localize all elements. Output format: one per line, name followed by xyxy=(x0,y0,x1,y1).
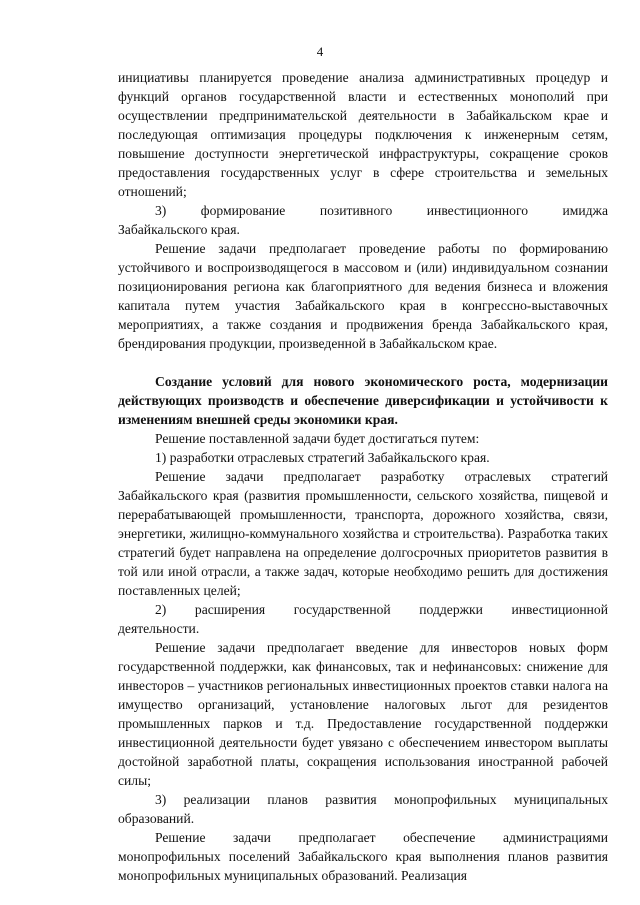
body-paragraph: Решение задачи предполагает проведение работы по формированию устойчивого и воспроизводящегося в массовом и (или) индивидуальном сознании позиционирования региона как благоприятного для ведения бизнеса и вложения капитала путем участия Забайкальского края в конгрессно-выставочных мероприятиях, а также создания и продвижения бренда Забайкальского края, брендирования продукции, произведенной в Забайкальском крае. xyxy=(118,241,608,351)
list-item-line: 3) реализации планов развития монопрофильных муниципальных xyxy=(155,792,608,807)
body-paragraph: Решение задачи предполагает разработку отраслевых стратегий Забайкальского края (развития промышленности, сельского хозяйства, пищевой и перерабатывающей промышленности, транспорта, дорожного хозяйства, связи, энергетики, жилищно-коммунального хозяйства и строительства). Разработка таких стратегий будет направлена на определение долгосрочных приоритетов развития в той или иной отрасли, а также задач, которые необходимо решить для достижения поставленных целей; xyxy=(118,469,608,598)
paragraph-gap xyxy=(118,353,608,372)
body-paragraph: Решение задачи предполагает введение для инвесторов новых форм государственной поддержки, как финансовых, так и нефинансовых: снижение для инвесторов – участников региональных инвестиционных проектов ставки налога на имущество организаций, установление налоговых льгот для резидентов промышленных парков и т.д. Предоставление государственной поддержки инвестиционной деятельности будет увязано с обеспечением инвестором выплаты достойной заработной платы, сокращения использования иностранной рабочей силы; xyxy=(118,640,608,788)
body-paragraph: инициативы планируется проведение анализа административных процедур и функций органов государственной власти и естественных монополий при осуществлении предпринимательской деятельности в Забайкальском крае и последующая оптимизация процедуры подключения к инженерным сетям, повышение доступности энергетической инфраструктуры, сокращение сроков предоставления государственных услуг в сфере строительства и земельных отношений; xyxy=(118,70,608,199)
list-item-continuation: деятельности. xyxy=(118,621,200,636)
list-item-line: 3) формирование позитивного инвестиционного имиджа xyxy=(155,203,608,218)
list-item-paragraph xyxy=(118,201,608,239)
page-number: 4 xyxy=(316,44,324,59)
section-heading: Создание условий для нового экономического роста, модернизации действующих производств и обеспечение диверсификации и устойчивости к изменениям внешней среды экономики края. xyxy=(118,374,608,427)
list-item-paragraph xyxy=(118,790,608,828)
list-item-continuation: образований. xyxy=(118,811,195,826)
list-item-paragraph xyxy=(118,600,608,638)
list-item-line: 2) расширения государственной поддержки инвестиционной xyxy=(155,602,608,617)
body-paragraph: Решение поставленной задачи будет достигаться путем: xyxy=(155,431,480,446)
list-item-continuation: Забайкальского края. xyxy=(118,222,240,237)
body-paragraph: Решение задачи предполагает обеспечение администрациями монопрофильных поселений Забайкальского края выполнения планов развития монопрофильных муниципальных образований. Реализация xyxy=(118,830,608,883)
document-body xyxy=(118,68,608,885)
body-paragraph: 1) разработки отраслевых стратегий Забайкальского края. xyxy=(155,450,490,465)
